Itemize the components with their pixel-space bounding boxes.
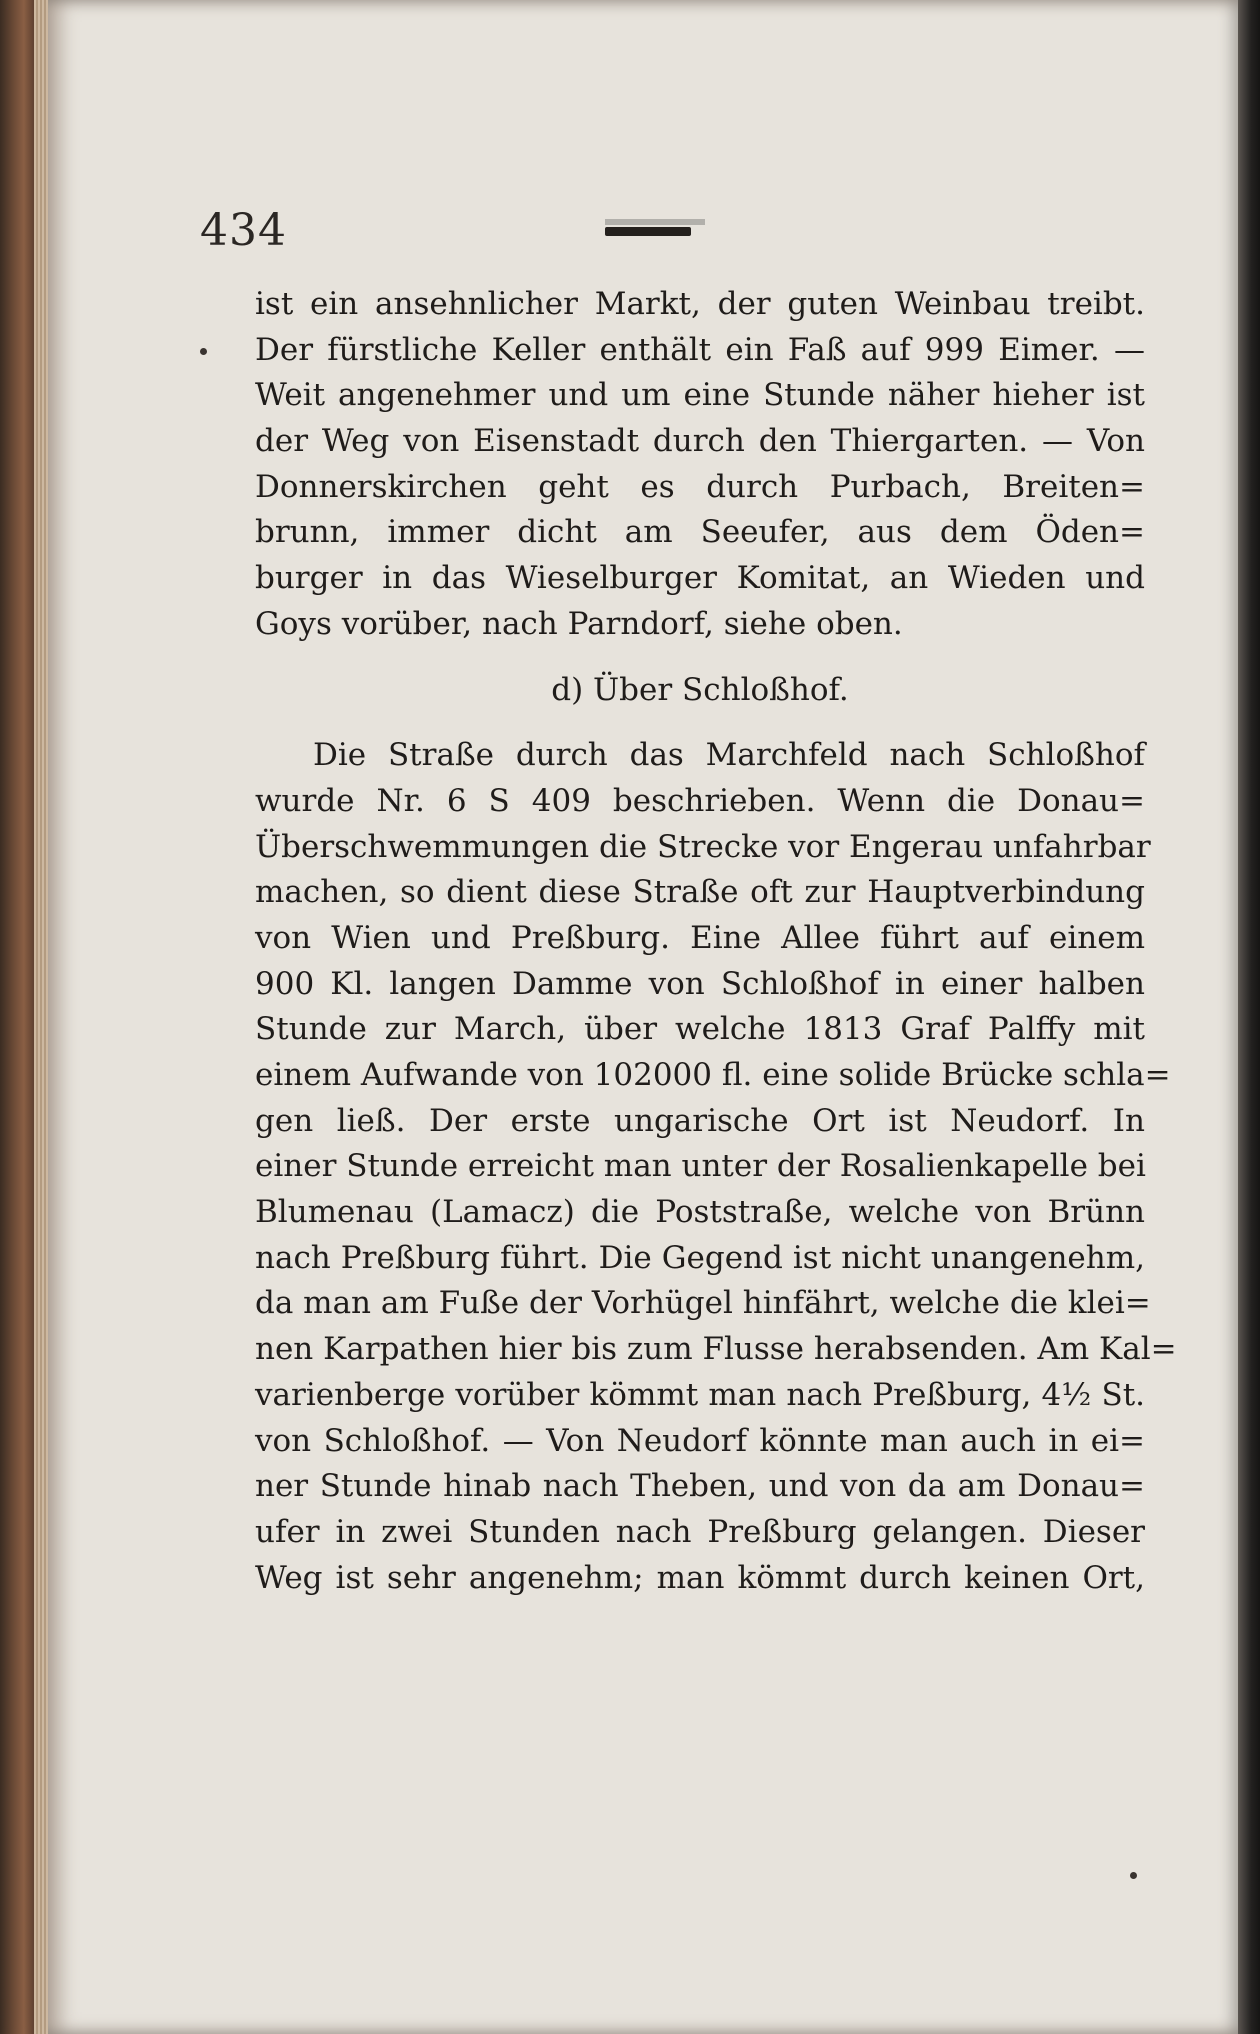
text-line: Die Straße durch das Marchfeld nach Schloßhof: [313, 737, 1145, 774]
page-header: [200, 205, 1160, 255]
text-line: der Weg von Eisenstadt durch den Thiergarten. — Von: [255, 423, 1145, 460]
text-line: ufer in zwei Stunden nach Preßburg gelangen. Dieser: [255, 1513, 1145, 1550]
page-number: 434: [200, 205, 287, 256]
text-line: varienberge vorüber kömmt man nach Preßburg, 4½ St.: [255, 1376, 1145, 1413]
text-line: da man am Fuße der Vorhügel hinfährt, welche die klei=: [255, 1285, 1151, 1322]
body-text: [255, 282, 1177, 1601]
section-spacer: [255, 648, 1145, 668]
text-line: einem Aufwande von 102000 fl. eine solide Brücke schla=: [255, 1057, 1171, 1093]
text-line: Weit angenehmer und um eine Stunde näher hieher ist: [255, 377, 1145, 414]
text-line: ner Stunde hinab nach Theben, und von da am Donau=: [255, 1468, 1145, 1505]
text-line: einer Stunde erreicht man unter der Rosalienkapelle bei: [255, 1148, 1146, 1185]
text-line: Stunde zur March, über welche 1813 Graf Palffy mit: [255, 1011, 1145, 1048]
text-line: Goys vorüber, nach Parndorf, siehe oben.: [255, 605, 903, 642]
text-line: 900 Kl. langen Damme von Schloßhof in einer halben: [255, 965, 1145, 1002]
text-line: burger in das Wieselburger Komitat, an Wieden und: [255, 560, 1145, 597]
text-line: von Schloßhof. — Von Neudorf könnte man auch in ei=: [255, 1422, 1145, 1459]
text-line: von Wien und Preßburg. Eine Allee führt auf einem: [255, 919, 1145, 956]
text-line: wurde Nr. 6 S 409 beschrieben. Wenn die Donau=: [255, 782, 1145, 819]
section-spacer: [255, 713, 1145, 733]
page-stack-edge: [34, 0, 48, 2034]
text-line: Überschwemmungen die Strecke vor Engerau unfahrbar: [255, 828, 1151, 865]
text-line: Blumenau (Lamacz) die Poststraße, welche von Brünn: [255, 1194, 1145, 1231]
text-line: Weg ist sehr angenehm; man kömmt durch keinen Ort,: [255, 1559, 1145, 1596]
text-line: gen ließ. Der erste ungarische Ort ist Neudorf. In: [255, 1102, 1145, 1139]
ink-speck: [1130, 1872, 1137, 1879]
text-line: Der fürstliche Keller enthält ein Faß auf 999 Eimer. —: [255, 331, 1145, 368]
ink-speck: [200, 348, 207, 355]
text-line: machen, so dient diese Straße oft zur Hauptverbindung: [255, 874, 1145, 911]
text-line: brunn, immer dicht am Seeufer, aus dem Öden=: [255, 514, 1145, 551]
scan-right-border: [1238, 0, 1260, 2034]
text-line: Donnerskirchen geht es durch Purbach, Breiten=: [255, 468, 1145, 505]
text-line: nach Preßburg führt. Die Gegend ist nicht unangenehm,: [255, 1239, 1145, 1276]
text-line: ist ein ansehnlicher Markt, der guten Weinbau treibt.: [255, 286, 1145, 322]
header-ornament-rule: [605, 227, 691, 236]
text-line: nen Karpathen hier bis zum Flusse herabsenden. Am Kal=: [255, 1331, 1177, 1368]
section-heading: d) Über Schloßhof.: [551, 671, 849, 708]
book-spine: [0, 0, 34, 2034]
